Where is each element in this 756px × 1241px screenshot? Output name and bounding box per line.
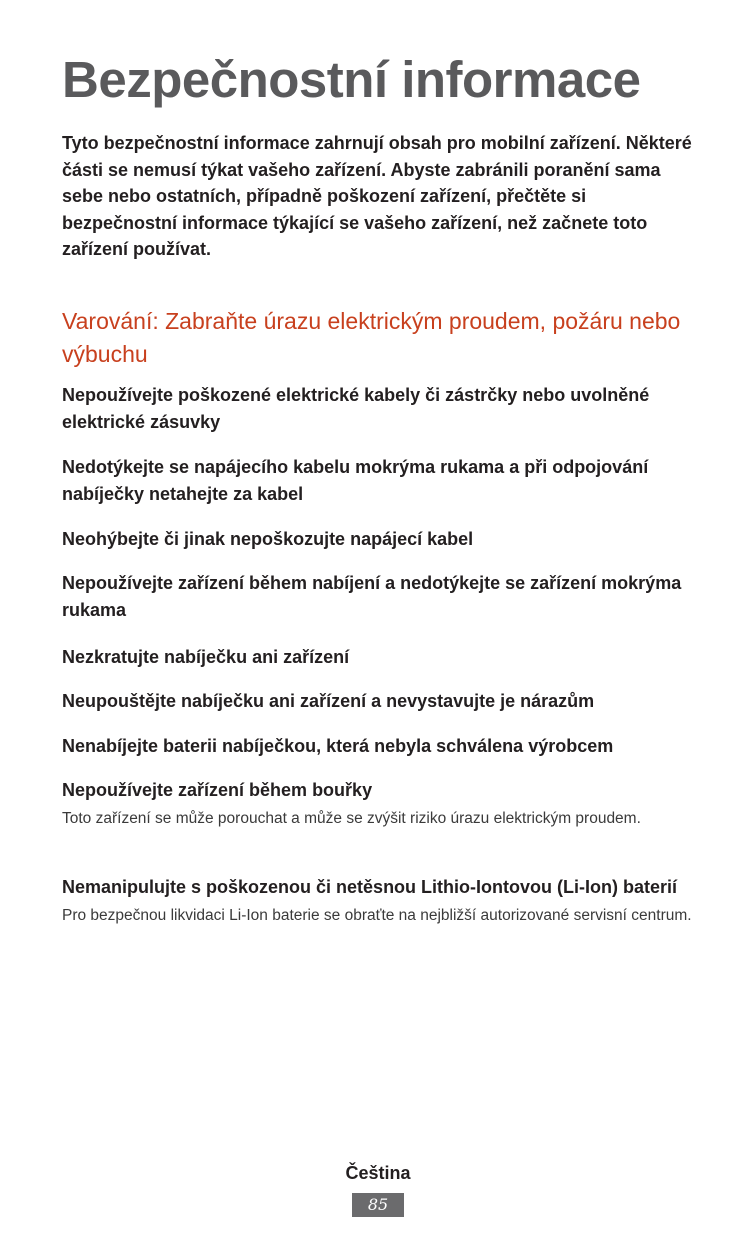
rule-item: [62, 454, 702, 508]
rule-item: [62, 688, 702, 715]
warning-heading: Varování: Zabraňte úrazu elektrickým proudem, požáru nebo výbuchu: [62, 308, 681, 367]
rule-heading: Neohýbejte či jinak nepoškozujte napájecí kabel: [62, 529, 474, 549]
rule-heading: Nedotýkejte se napájecího kabelu mokrýma rukama a při odpojování nabíječky netahejte za kabel: [62, 457, 649, 504]
rule-item: [62, 526, 702, 553]
rule-item: [62, 777, 702, 831]
rule-item: [62, 644, 702, 671]
rule-item: [62, 570, 702, 624]
page-title: Bezpečnostní informace: [62, 51, 641, 108]
rule-item: [62, 733, 702, 760]
page-footer: [0, 1161, 756, 1185]
rule-heading: Nezkratujte nabíječku ani zařízení: [62, 647, 350, 667]
rule-heading: Neupouštějte nabíječku ani zařízení a nevystavujte je nárazům: [62, 691, 595, 711]
page-number: 85: [352, 1193, 404, 1217]
rule-item: [62, 382, 702, 436]
rule-heading: Nepoužívejte zařízení během nabíjení a nedotýkejte se zařízení mokrýma rukama: [62, 573, 682, 620]
rule-heading: Nemanipulujte s poškozenou či netěsnou Lithio-Iontovou (Li-Ion) baterií: [62, 877, 677, 897]
rule-heading: Nenabíjejte baterii nabíječkou, která nebyla schválena výrobcem: [62, 736, 614, 756]
rule-item: [62, 874, 702, 928]
footer-language: Čeština: [345, 1163, 411, 1183]
rule-body: Pro bezpečnou likvidaci Li-Ion baterie se obraťte na nejbližší autorizované servisní centrum.: [62, 907, 692, 924]
intro-paragraph: Tyto bezpečnostní informace zahrnují obsah pro mobilní zařízení. Některé části se nemusí týkat vašeho zařízení. Abyste zabránili poranění sama sebe nebo ostatních, případně poškození zařízení, přečtěte si bezpečnostní informace týkající se vašeho zařízení, než začnete toto zařízení používat.: [62, 133, 692, 259]
rule-body: Toto zařízení se může porouchat a může se zvýšit riziko úrazu elektrickým proudem.: [62, 810, 641, 827]
rule-heading: Nepoužívejte zařízení během bouřky: [62, 780, 373, 800]
rule-heading: Nepoužívejte poškozené elektrické kabely či zástrčky nebo uvolněné elektrické zásuvky: [62, 385, 650, 432]
